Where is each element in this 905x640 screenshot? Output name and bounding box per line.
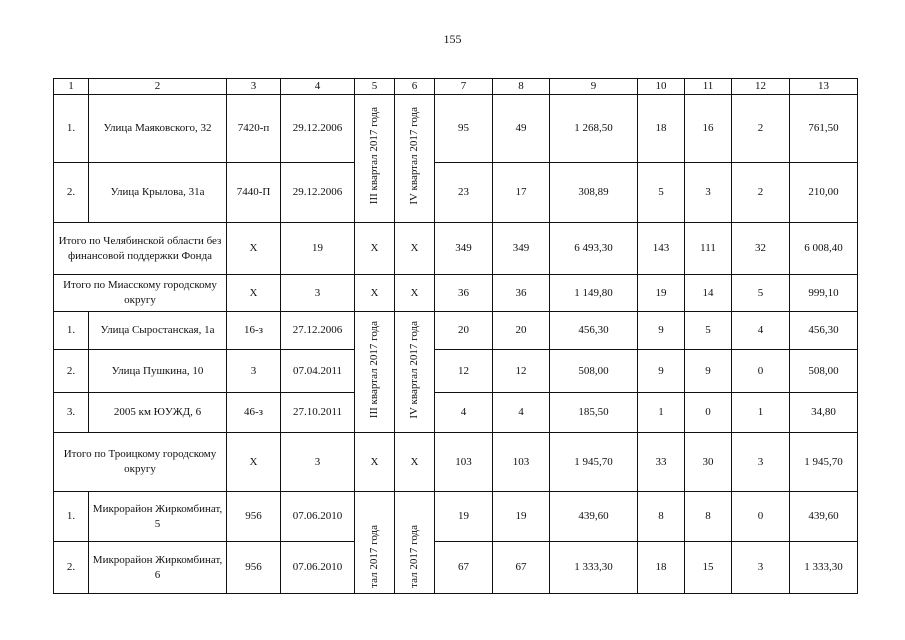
cell-9: 308,89 [550,163,638,223]
col-header: 2 [89,79,227,95]
row-number: 1. [54,95,89,163]
doc-number: 3 [227,350,281,393]
cell-10: 33 [638,433,685,492]
total-row [54,275,858,312]
cell-11: 15 [685,542,732,594]
doc-number: 7440-П [227,163,281,223]
cell-9: 185,50 [550,393,638,433]
cell-8: 36 [493,275,550,312]
cell-13: 456,30 [790,312,858,350]
cell-10: 18 [638,95,685,163]
cell-5: Х [355,433,395,492]
cell-13: 999,10 [790,275,858,312]
col-header: 5 [355,79,395,95]
quarter-start: III квартал 2017 года [368,320,380,419]
cell-12: 4 [732,312,790,350]
address: Улица Маяковского, 32 [89,95,227,163]
cell-7: 67 [435,542,493,594]
cell-12: 32 [732,223,790,275]
col-header: 9 [550,79,638,95]
cell-12: 0 [732,492,790,542]
cell-9: 1 333,30 [550,542,638,594]
cell-12: 0 [732,350,790,393]
cell-12: 1 [732,393,790,433]
cell-8: 19 [493,492,550,542]
cell-8: 349 [493,223,550,275]
cell-10: 18 [638,542,685,594]
row-number: 1. [54,492,89,542]
cell-11: 0 [685,393,732,433]
cell-9: 456,30 [550,312,638,350]
cell-4: 3 [281,433,355,492]
quarter-end: тал 2017 года [408,525,420,588]
table-row [54,492,858,542]
total-label: Итого по Миасскому городскому округу [54,275,227,312]
cell-8: 67 [493,542,550,594]
col-header: 12 [732,79,790,95]
cell-13: 508,00 [790,350,858,393]
cell-5: Х [355,275,395,312]
cell-7: 12 [435,350,493,393]
cell-6: Х [395,223,435,275]
header-row [54,79,858,95]
col-header: 3 [227,79,281,95]
cell-7: 20 [435,312,493,350]
row-number: 3. [54,393,89,433]
cell-7: 95 [435,95,493,163]
cell-9: 1 268,50 [550,95,638,163]
col-header: 10 [638,79,685,95]
cell-13: 6 008,40 [790,223,858,275]
cell-10: 9 [638,312,685,350]
table-row [54,312,858,350]
cell-9: 439,60 [550,492,638,542]
quarter-start-cell [355,95,395,223]
cell-11: 111 [685,223,732,275]
doc-number: 16-з [227,312,281,350]
cell-10: 19 [638,275,685,312]
cell-8: 17 [493,163,550,223]
housing-table [53,78,858,594]
doc-number: 956 [227,492,281,542]
doc-date: 07.06.2010 [281,492,355,542]
cell-8: 103 [493,433,550,492]
total-label: Итого по Челябинской области без финансовой поддержки Фонда [54,223,227,275]
cell-11: 9 [685,350,732,393]
table-row [54,393,858,433]
doc-number: 956 [227,542,281,594]
table-row [54,350,858,393]
cell-11: 3 [685,163,732,223]
cell-3: Х [227,275,281,312]
cell-13: 210,00 [790,163,858,223]
quarter-start: тал 2017 года [368,525,380,588]
cell-9: 508,00 [550,350,638,393]
cell-7: 19 [435,492,493,542]
cell-12: 3 [732,542,790,594]
cell-12: 3 [732,433,790,492]
doc-date: 29.12.2006 [281,95,355,163]
cell-10: 9 [638,350,685,393]
cell-7: 103 [435,433,493,492]
cell-7: 23 [435,163,493,223]
quarter-start-cell [355,492,395,594]
table-row [54,95,858,163]
cell-13: 1 333,30 [790,542,858,594]
cell-13: 439,60 [790,492,858,542]
doc-number: 7420-п [227,95,281,163]
address: Микрорайон Жиркомбинат, 5 [89,492,227,542]
doc-date: 29.12.2006 [281,163,355,223]
col-header: 11 [685,79,732,95]
quarter-end-cell [395,95,435,223]
cell-10: 143 [638,223,685,275]
col-header: 6 [395,79,435,95]
cell-4: 3 [281,275,355,312]
cell-9: 1 149,80 [550,275,638,312]
cell-8: 49 [493,95,550,163]
cell-7: 36 [435,275,493,312]
cell-9: 6 493,30 [550,223,638,275]
cell-12: 2 [732,163,790,223]
quarter-end: IV квартал 2017 года [408,320,420,419]
quarter-start-cell [355,312,395,433]
cell-6: Х [395,275,435,312]
cell-6: Х [395,433,435,492]
address: 2005 км ЮУЖД, 6 [89,393,227,433]
cell-3: Х [227,223,281,275]
quarter-end-cell [395,492,435,594]
cell-10: 8 [638,492,685,542]
cell-10: 1 [638,393,685,433]
col-header: 13 [790,79,858,95]
address: Улица Крылова, 31а [89,163,227,223]
quarter-end-cell [395,312,435,433]
cell-12: 5 [732,275,790,312]
col-header: 1 [54,79,89,95]
cell-8: 20 [493,312,550,350]
cell-9: 1 945,70 [550,433,638,492]
total-row [54,223,858,275]
address: Микрорайон Жиркомбинат, 6 [89,542,227,594]
row-number: 2. [54,350,89,393]
cell-11: 14 [685,275,732,312]
cell-12: 2 [732,95,790,163]
col-header: 8 [493,79,550,95]
page-number: 155 [443,32,462,46]
cell-8: 4 [493,393,550,433]
table-row [54,163,858,223]
row-number: 2. [54,163,89,223]
cell-13: 34,80 [790,393,858,433]
total-label: Итого по Троицкому городскому округу [54,433,227,492]
cell-13: 1 945,70 [790,433,858,492]
cell-10: 5 [638,163,685,223]
doc-date: 27.12.2006 [281,312,355,350]
row-number: 2. [54,542,89,594]
doc-number: 46-з [227,393,281,433]
cell-3: Х [227,433,281,492]
address: Улица Сыростанская, 1а [89,312,227,350]
table-row [54,542,858,594]
doc-date: 07.06.2010 [281,542,355,594]
cell-7: 4 [435,393,493,433]
col-header: 7 [435,79,493,95]
doc-date: 27.10.2011 [281,393,355,433]
cell-11: 30 [685,433,732,492]
col-header: 4 [281,79,355,95]
cell-5: Х [355,223,395,275]
quarter-end: IV квартал 2017 года [408,107,420,205]
row-number: 1. [54,312,89,350]
cell-13: 761,50 [790,95,858,163]
cell-11: 5 [685,312,732,350]
cell-7: 349 [435,223,493,275]
doc-date: 07.04.2011 [281,350,355,393]
cell-11: 8 [685,492,732,542]
address: Улица Пушкина, 10 [89,350,227,393]
cell-11: 16 [685,95,732,163]
cell-8: 12 [493,350,550,393]
total-row [54,433,858,492]
quarter-start: III квартал 2017 года [368,107,380,205]
cell-4: 19 [281,223,355,275]
